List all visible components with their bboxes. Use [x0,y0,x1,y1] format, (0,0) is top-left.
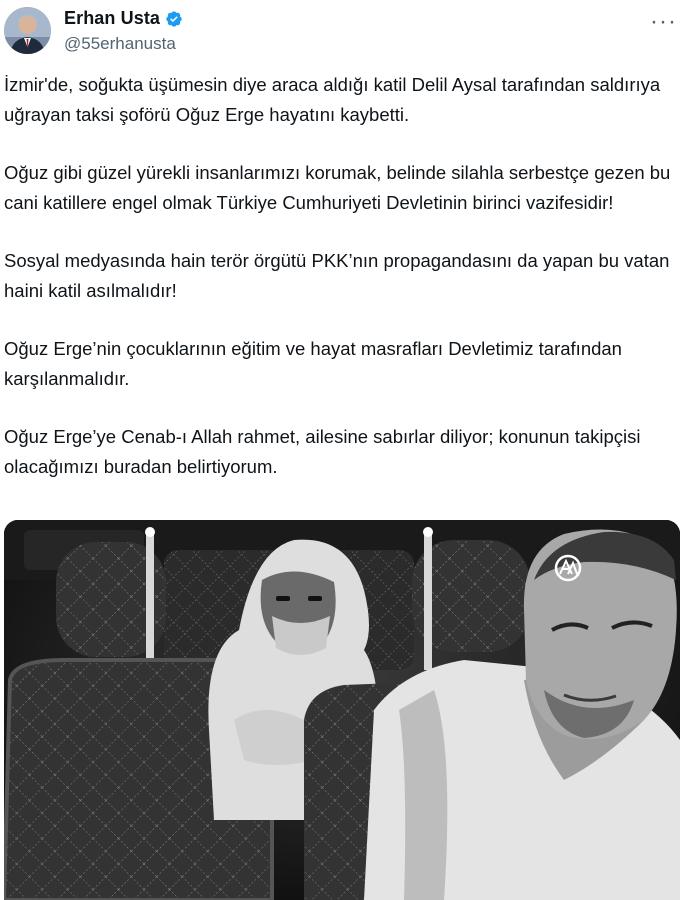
author-display-name[interactable]: Erhan Usta [64,8,161,28]
author-handle[interactable]: @55erhanusta [64,34,176,53]
tweet-text [4,70,686,510]
author-name-row [64,8,183,29]
tweet-paragraph: İzmir'de, soğukta üşümesin diye araca aldığı katil Delil Aysal tarafından saldırıya uğrayan taksi şoförü Oğuz Erge hayatını kaybetti. [4,74,661,125]
avatar-image [4,7,51,54]
tweet-media-photo[interactable] [4,520,680,900]
verified-badge-icon [165,10,183,28]
tweet-paragraph: Oğuz Erge’ye Cenab-ı Allah rahmet, ailesine sabırlar diliyor; konunun takipçisi olacağımızı buradan belirtiyorum. [4,426,641,477]
tweet-paragraph: Oğuz gibi güzel yürekli insanlarımızı korumak, belinde silahla serbestçe gezen bu cani katillere engel olmak Türkiye Cumhuriyeti Devletinin birinci vazifesidir! [4,162,671,213]
tweet-paragraph: Oğuz Erge’nin çocuklarının eğitim ve hayat masrafları Devletimiz tarafından karşılanmalıdır. [4,338,622,389]
car-camera-image [4,520,680,900]
tweet-paragraph: Sosyal medyasında hain terör örgütü PKK’nın propagandasını da yapan bu vatan haini katil asılmalıdır! [4,250,670,301]
avatar[interactable] [4,7,51,54]
more-options-icon[interactable]: ··· [650,8,677,35]
